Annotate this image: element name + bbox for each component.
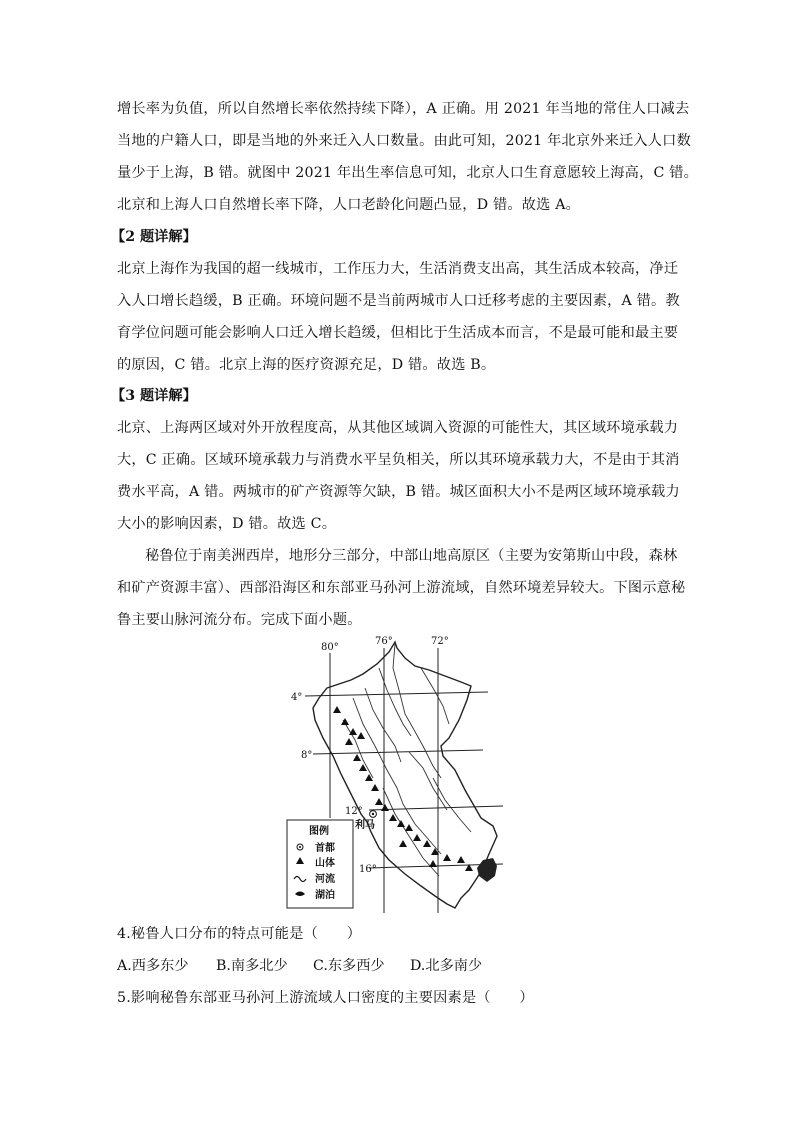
- lat-label-8: 8°: [301, 750, 313, 761]
- intro-line-3: 鲁主要山脉河流分布。完成下面小题。: [117, 612, 362, 628]
- para3-line-2: 大，C 正确。区域环境承载力与消费水平呈负相关，所以其环境承载力大，不是由于其消: [117, 452, 680, 468]
- para2-line-1: 北京上海作为我国的超一线城市，工作压力大，生活消费支出高，其生活成本较高，净迁: [117, 261, 679, 277]
- question-5-stem: 5.影响秘鲁东部亚马孙河上游流域人口密度的主要因素是（ ）: [117, 990, 534, 1006]
- para1-line-4: 北京和上海人口自然增长率下降，人口老龄化问题凸显，D 错。故选 A。: [117, 197, 581, 213]
- para2-line-3: 育学位问题可能会影响人口迁入增长趋缓，但相比于生活成本而言，不是最可能和最主要: [117, 325, 679, 341]
- parallel-4: [305, 692, 488, 696]
- legend-item-lake: 湖泊: [315, 890, 335, 901]
- lon-label-76: 76°: [375, 636, 393, 647]
- para2-line-4: 的原因，C 错。北京上海的医疗资源充足，D 错。故选 B。: [117, 357, 496, 373]
- lon-label-72: 72°: [431, 636, 449, 647]
- heading-q2-detail: 【2 题详解】: [111, 229, 197, 245]
- lat-label-12: 12°: [345, 806, 363, 817]
- intro-line-1: 秘鲁位于南美洲西岸，地形分三部分，中部山地高原区（主要为安第斯山中段，森林: [145, 548, 678, 564]
- legend-item-mountain: 山体: [315, 858, 335, 869]
- para1-line-2: 当地的户籍人口，即是当地的外来迁入人口数量。由此可知，2021 年北京外来迁入人口数: [117, 133, 691, 149]
- map-legend: [287, 820, 353, 908]
- question-4-stem: 4.秘鲁人口分布的特点可能是（ ）: [117, 926, 362, 942]
- mountain-symbols: [333, 706, 473, 871]
- capital-label: 利马: [355, 820, 375, 831]
- lon-label-80: 80°: [321, 642, 339, 653]
- lat-label-4: 4°: [291, 692, 303, 703]
- parallel-12: [369, 806, 503, 810]
- peru-map-svg: [283, 628, 513, 913]
- para3-line-1: 北京、上海两区域对外开放程度高，从其他区域调入资源的可能性大，其区域环境承载力: [117, 420, 679, 436]
- q4-option-a: A.西多东少: [117, 958, 189, 974]
- para1-line-3: 量少于上海，B 错。就图中 2021 年出生率信息可知，北京人口生育意愿较上海高，C 错。: [117, 165, 698, 181]
- heading-q3-detail: 【3 题详解】: [111, 388, 197, 404]
- para3-line-4: 大小的影响因素，D 错。故选 C。: [117, 516, 337, 532]
- q4-option-b: B.南多北少: [216, 958, 288, 974]
- intro-line-2: 和矿产资源丰富）、西部沿海区和东部亚马孙河上游流域，自然环境差异较大。下图示意秘: [117, 580, 686, 596]
- q4-option-c: C.东多西少: [313, 958, 385, 974]
- q4-option-d: D.北多南少: [410, 958, 483, 974]
- para2-line-2: 入人口增长趋缓，B 正确。环境问题不是当前两城市人口迁移考虑的主要因素，A 错。教: [117, 293, 680, 309]
- peru-map-figure: [283, 628, 513, 913]
- para1-line-1: 增长率为负值，所以自然增长率依然持续下降），A 正确。用 2021 年当地的常住人口减去: [117, 101, 690, 117]
- para3-line-3: 费水平高，A 错。两城市的矿产资源等欠缺，B 错。城区面积大小不是两区域环境承载力: [117, 484, 680, 500]
- legend-item-capital: 首都: [315, 843, 335, 854]
- legend-title: 图例: [309, 826, 329, 837]
- lake-titicaca: [477, 858, 497, 882]
- lat-label-16: 16°: [359, 864, 377, 875]
- legend-item-river: 河流: [315, 874, 335, 885]
